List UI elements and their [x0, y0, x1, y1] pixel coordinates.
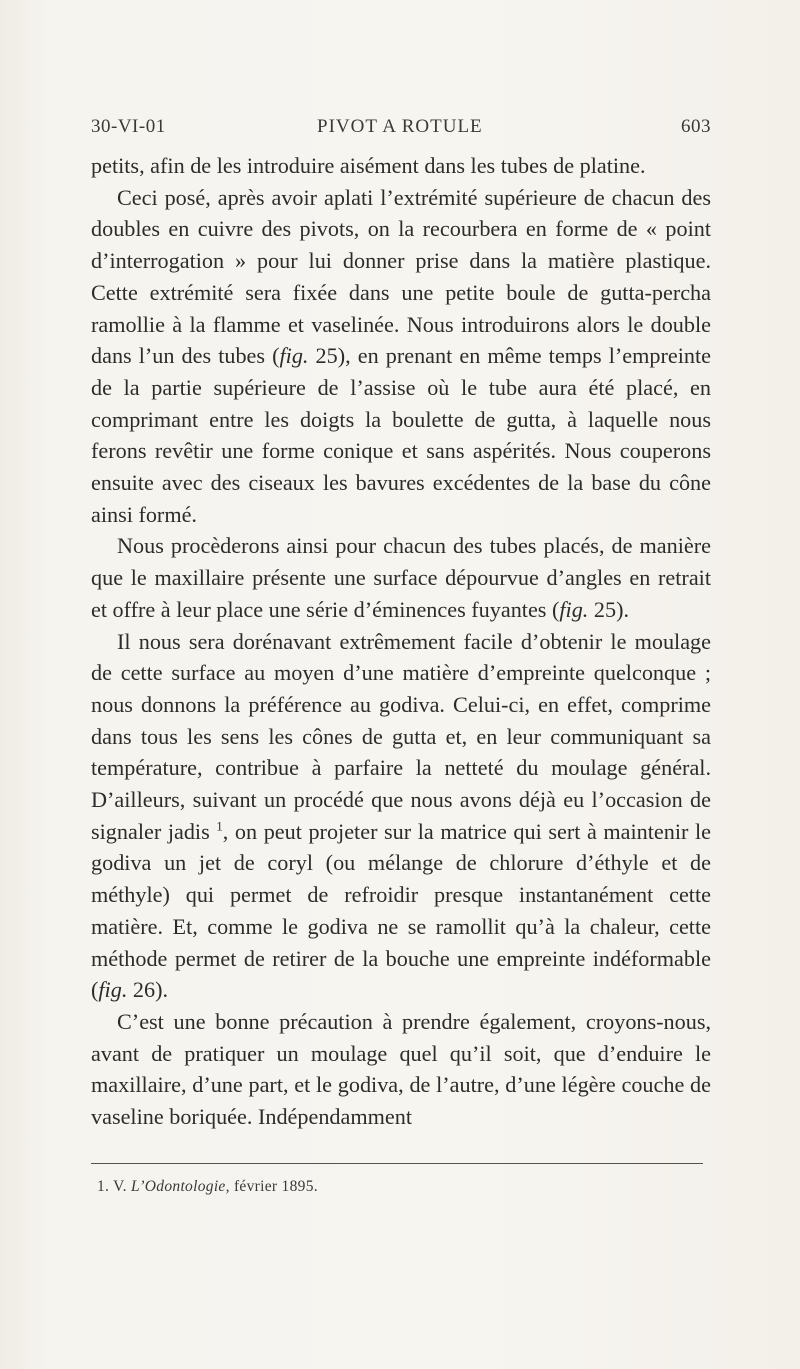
- text-run: , on peut projeter sur la matrice qui sert à maintenir le godiva un jet de coryl (ou mélange de chlorure d’éthyle et de méthyle) qui permet de refroidir presque instantanément cette matière. Et, comme le godiva ne se ramollit qu’à la chaleur, cette méthode permet de retirer de la bouche une empreinte indéformable (: [91, 818, 711, 1003]
- text-run: 26).: [127, 977, 169, 1003]
- figure-reference: fig.: [279, 343, 309, 369]
- footnote-divider: [91, 1163, 703, 1164]
- footnote: [97, 1178, 707, 1196]
- running-head: [91, 116, 711, 146]
- header-title: PIVOT A ROTULE: [317, 116, 483, 137]
- paragraph: [91, 530, 711, 625]
- text-run: 25), en prenant en même temps l’empreinte de la partie supérieure de l’assise où le tube aura été placé, en comprimant entre les doigts la boulette de gutta, à laquelle nous ferons revêtir une forme conique et sans aspérités. Nous couperons ensuite avec des ciseaux les bavures excédentes de la base du cône ainsi formé.: [91, 343, 711, 527]
- text-run: petits, afin de les introduire aisément dans les tubes de platine.: [91, 153, 646, 178]
- paragraph: [91, 626, 711, 1006]
- footnote-journal: L’Odontologie,: [131, 1178, 230, 1195]
- footnote-number: 1.: [97, 1178, 110, 1195]
- paragraph: [91, 182, 711, 531]
- body-text: [91, 150, 711, 1133]
- text-run: C’est une bonne précaution à prendre également, croyons-nous, avant de pratiquer un moulage quel qu’il soit, que d’enduire le maxillaire, d’une part, et le godiva, de l’autre, d’une légère couche de vaseline boriquée. Indépendamment: [91, 1008, 711, 1130]
- page-number: 603: [681, 116, 711, 137]
- text-run: 25).: [588, 596, 630, 622]
- footnote-prefix: V.: [113, 1178, 127, 1195]
- header-date: 30-VI-01: [91, 116, 166, 137]
- paragraph: [91, 150, 711, 182]
- footnote-date: février 1895.: [233, 1178, 318, 1195]
- footnote-marker: 1: [216, 818, 223, 834]
- figure-reference: fig.: [559, 596, 589, 622]
- text-run: Il nous sera dorénavant extrêmement facile d’obtenir le moulage de cette surface au moyen d’une matière d’empreinte quelconque ; nous donnons la préférence au godiva. Celui-ci, en effet, comprime dans tous les sens les cônes de gutta et, en leur communiquant sa température, contribue à parfaire la netteté du moulage général. D’ailleurs, suivant un procédé que nous avons déjà eu l’occasion de signaler jadis: [91, 628, 711, 844]
- text-run: Ceci posé, après avoir aplati l’extrémité supérieure de chacun des doubles en cuivre des pivots, on la recourbera en forme de « point d’interrogation » pour lui donner prise dans la matière plastique. Cette extrémité sera fixée dans une petite boule de gutta-percha ramollie à la flamme et vaselinée. Nous introduirons alors le double dans l’un des tubes (: [91, 184, 711, 369]
- figure-reference: fig.: [98, 977, 128, 1003]
- paragraph: [91, 1006, 711, 1133]
- text-run: Nous procèderons ainsi pour chacun des tubes placés, de manière que le maxillaire présente une surface dépourvue d’angles en retrait et offre à leur place une série d’éminences fuyantes (: [91, 533, 711, 622]
